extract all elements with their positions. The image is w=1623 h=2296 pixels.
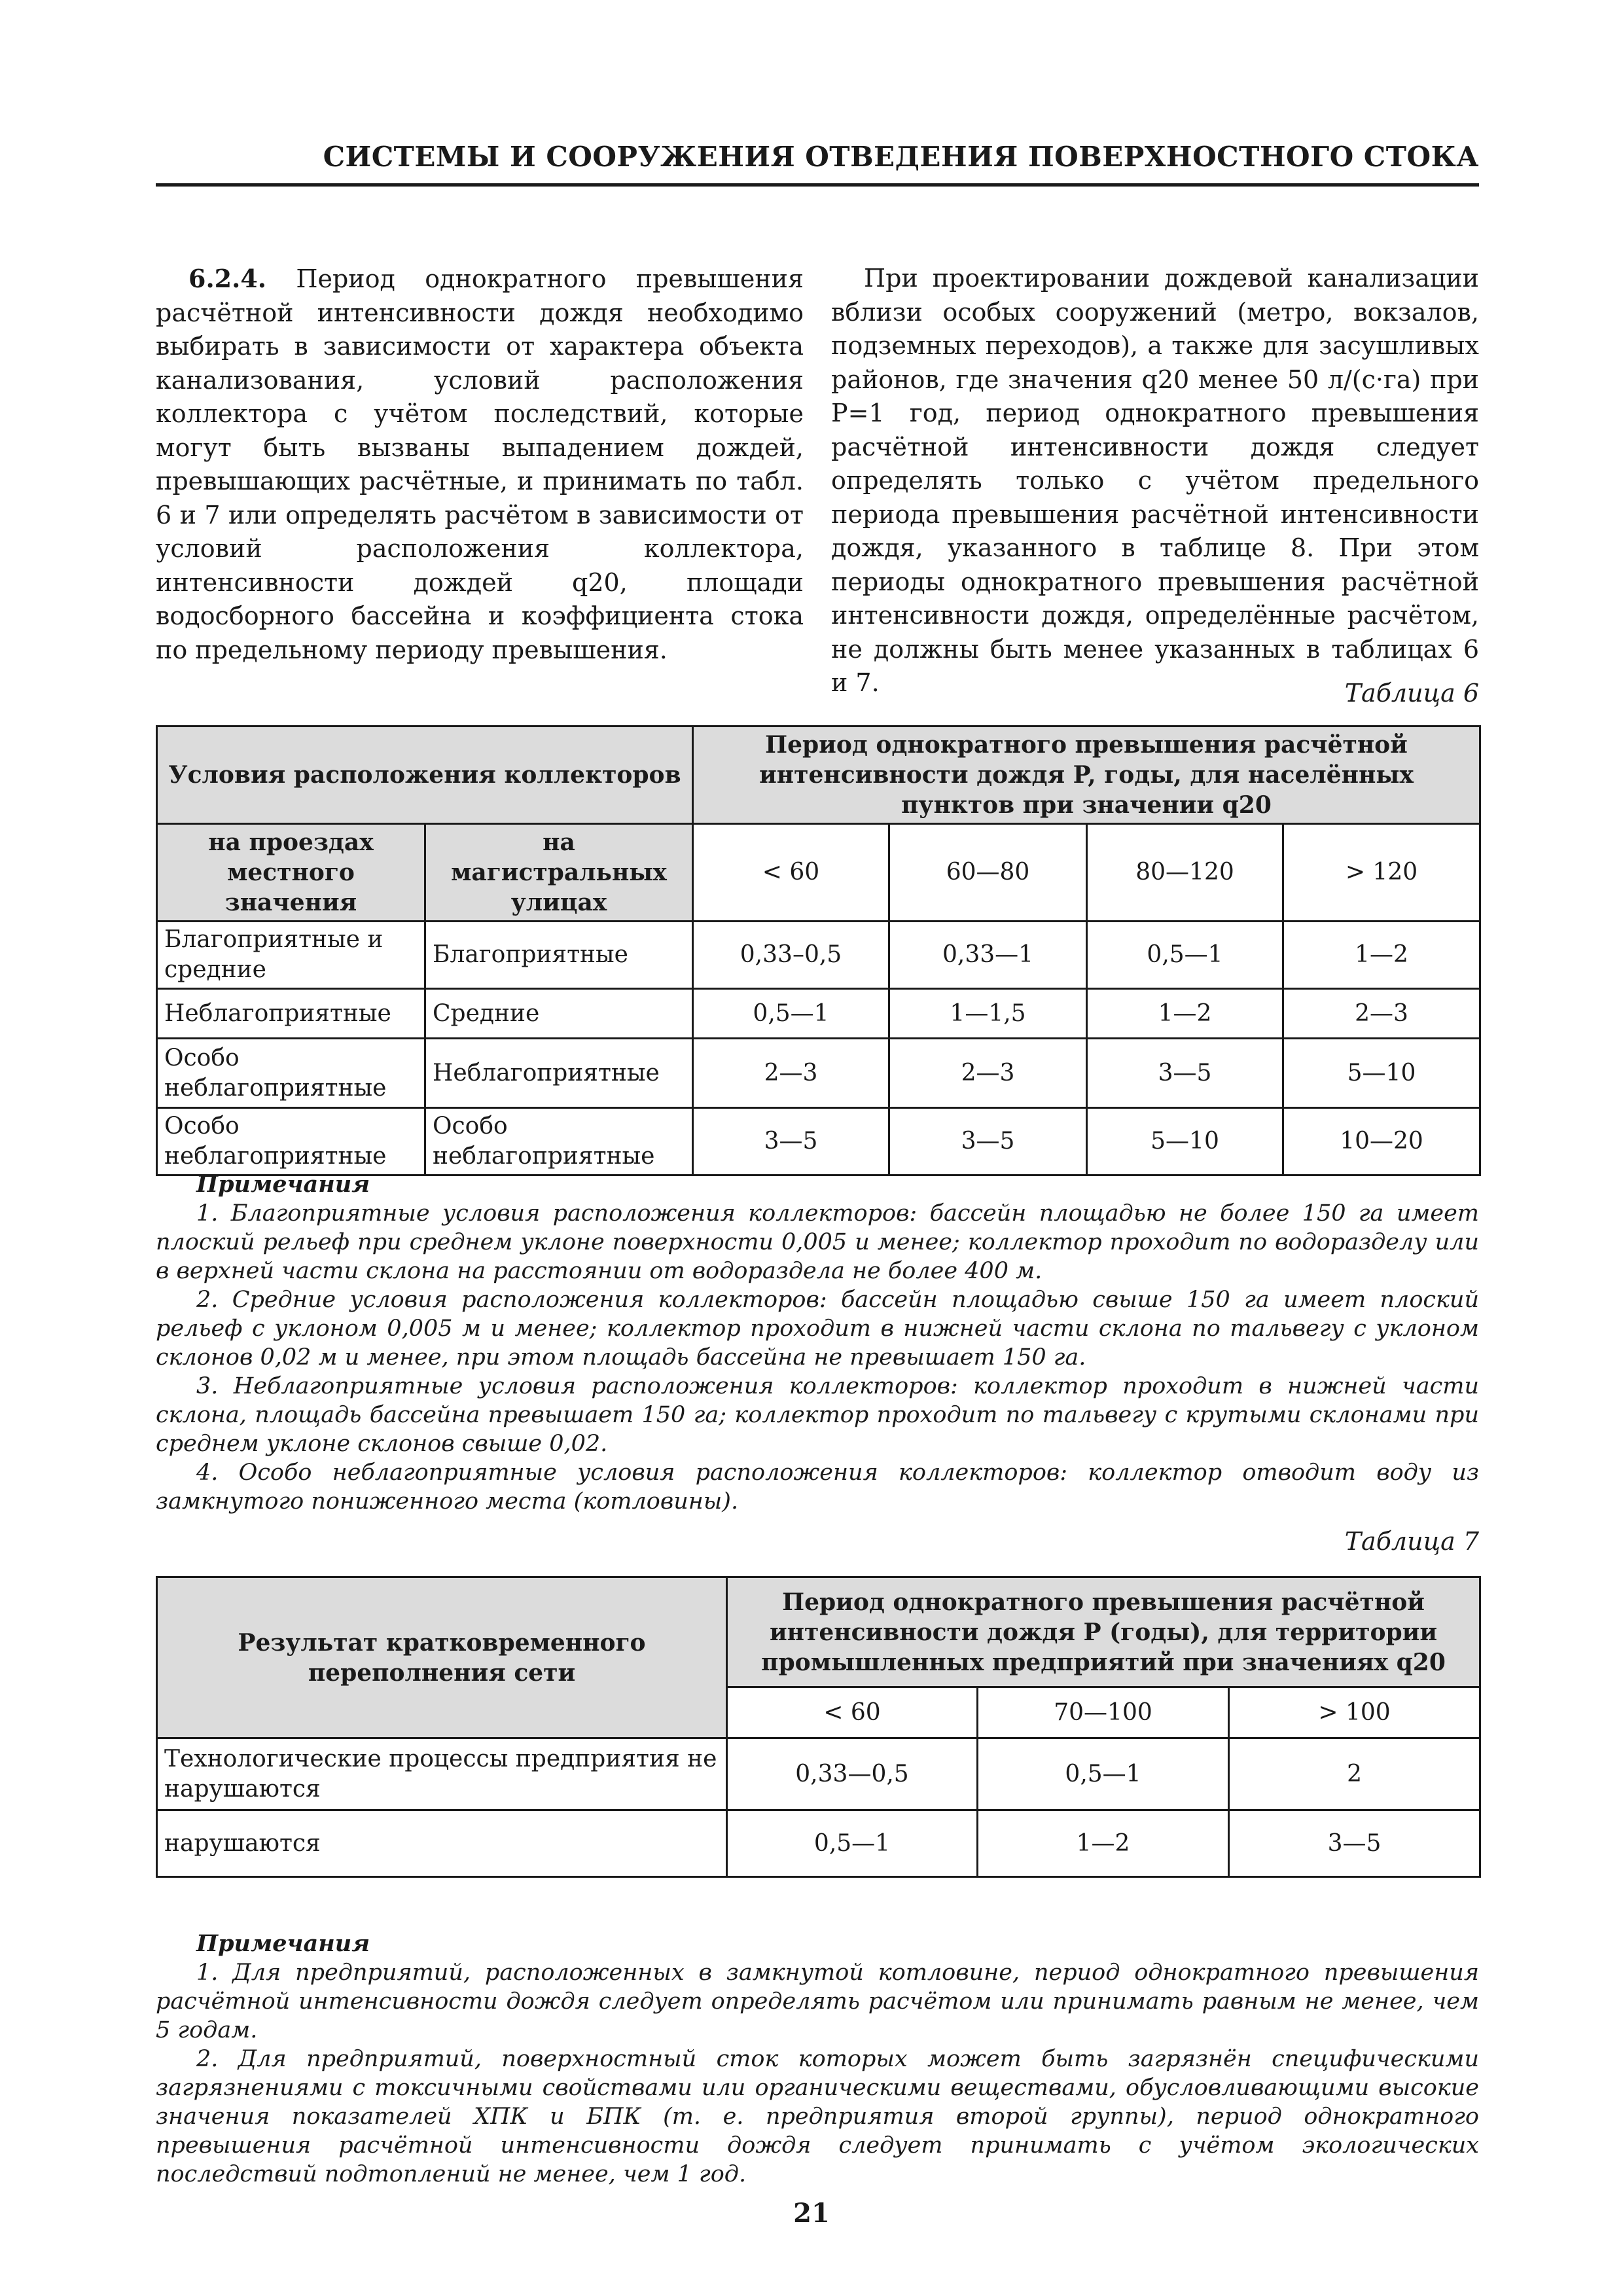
running-header: СИСТЕМЫ И СООРУЖЕНИЯ ОТВЕДЕНИЯ ПОВЕРХНОСТНОГО СТОКА xyxy=(323,141,1479,173)
table7 xyxy=(156,1576,1481,1878)
intro-paragraph-left xyxy=(156,262,804,667)
table6-head-right: Период однократного превышения расчётной интенсивности дождя P, годы, для населённых пунктов при значении q20 xyxy=(693,726,1480,824)
intro-paragraph-right: При проектировании дождевой канализации вблизи особых сооружений (метро, вокзалов, подземных переходов), а также для засушливых районов, где значения q20 менее 50 л/(с·га) при P=1 год, период однократного превышения расчётной интенсивности дождя следует определять только с учётом предельного периода превышения расчётной интенсивности дождя, указанного в таблице 8. При этом периоды однократного превышения расчётной интенсивности дождя, определённые расчётом, не должны быть менее указанных в таблицах 6 и 7. xyxy=(831,264,1479,697)
table-row xyxy=(157,1810,1480,1877)
table6-subhead: 80—120 xyxy=(1087,824,1283,922)
table-cell: Средние xyxy=(425,989,693,1039)
note-item: 3. Неблагоприятные условия расположения коллекторов: коллектор проходит в нижней части склона, площадь бассейна превышает 150 га; коллектор проходит по тальвегу с крутыми склонами при среднем уклоне склонов свыше 0,02. xyxy=(156,1373,1479,1457)
table7-subhead: < 60 xyxy=(727,1687,978,1738)
table-cell: Особо неблагоприятные xyxy=(157,1039,425,1108)
notes-title: Примечания xyxy=(196,1171,370,1198)
table-cell: 3—5 xyxy=(889,1108,1087,1175)
table-cell: 2 xyxy=(1229,1738,1480,1810)
page-number: 21 xyxy=(793,2198,830,2229)
table-cell: 3—5 xyxy=(1087,1039,1283,1108)
table-row xyxy=(157,1108,1480,1175)
table-cell: 0,5—1 xyxy=(693,989,889,1039)
table-cell: Неблагоприятные xyxy=(157,989,425,1039)
note-item: 2. Для предприятий, поверхностный сток которых может быть загрязнён специфическими загрязнениями с токсичными свойствами или органическими веществами, обусловливающими высокие значения показателей ХПК и БПК (т. е. предприятия второй группы), период однократного превышения расчётной интенсивности дождя следует принимать с учётом экологических последствий подтоплений не менее, чем 1 год. xyxy=(156,2046,1479,2187)
table-cell: Неблагоприятные xyxy=(425,1039,693,1108)
table7-head-right: Период однократного превышения расчётной интенсивности дождя P (годы), для территории промышленных предприятий при значениях q20 xyxy=(727,1577,1480,1687)
table-cell: Благоприятные xyxy=(425,922,693,989)
intro-right-column xyxy=(831,262,1479,700)
table-cell: 0,33–0,5 xyxy=(693,922,889,989)
note-item: 1. Благоприятные условия расположения коллекторов: бассейн площадью не более 150 га имеет плоский рельеф при среднем уклоне поверхности 0,005 и менее; коллектор проходит по водоразделу или в верхней части склона на расстоянии от водораздела не более 400 м. xyxy=(156,1200,1479,1284)
table-cell: 5—10 xyxy=(1283,1039,1480,1108)
table6-subhead: > 120 xyxy=(1283,824,1480,922)
table7-subhead: 70—100 xyxy=(978,1687,1229,1738)
table7-subhead: > 100 xyxy=(1229,1687,1480,1738)
table6-subhead: на магистральных улицах xyxy=(425,824,693,922)
table-cell: 2—3 xyxy=(889,1039,1087,1108)
table-row xyxy=(157,989,1480,1039)
table-cell: 0,5—1 xyxy=(978,1738,1229,1810)
table-cell: 5—10 xyxy=(1087,1108,1283,1175)
table-cell: 0,33—0,5 xyxy=(727,1738,978,1810)
table7-head-left: Результат кратковременного переполнения сети xyxy=(157,1577,727,1738)
table-cell: 0,33—1 xyxy=(889,922,1087,989)
table-cell: 3—5 xyxy=(693,1108,889,1175)
table7-notes xyxy=(156,1929,1479,2189)
table-cell: 10—20 xyxy=(1283,1108,1480,1175)
table6-notes xyxy=(156,1170,1479,1516)
table-cell: 3—5 xyxy=(1229,1810,1480,1877)
notes-title: Примечания xyxy=(196,1930,370,1957)
table-cell: 1—1,5 xyxy=(889,989,1087,1039)
table-row xyxy=(157,922,1480,989)
table-cell: 0,5—1 xyxy=(1087,922,1283,989)
intro-left-text: Период однократного превышения расчётной интенсивности дождя необходимо выбирать в зависимости от характера объекта канализования, условий расположения коллектора с учётом последствий, которые могут быть вызваны выпадением дождей, превышающих расчётные, и принимать по табл. 6 и 7 или определять расчётом в зависимости от условий расположения коллектора, интенсивности дождей q20, площади водосборного бассейна и коэффициента стока по предельному периоду превышения. xyxy=(156,264,804,664)
header-rule xyxy=(156,183,1479,187)
table-cell: Особо неблагоприятные xyxy=(157,1108,425,1175)
table-row xyxy=(157,1039,1480,1108)
table6-caption: Таблица 6 xyxy=(1344,679,1479,708)
table-cell: 2—3 xyxy=(693,1039,889,1108)
note-item: 1. Для предприятий, расположенных в замкнутой котловине, период однократного превышения расчётной интенсивности дождя следует определять расчётом или принимать равным не менее, чем 5 годам. xyxy=(156,1960,1479,2043)
table-cell: Технологические процессы предприятия не нарушаются xyxy=(157,1738,727,1810)
table6-subhead: 60—80 xyxy=(889,824,1087,922)
table6-subhead: < 60 xyxy=(693,824,889,922)
table-cell: 1—2 xyxy=(1087,989,1283,1039)
table6 xyxy=(156,725,1481,1176)
table6-subhead: на проездах местного значения xyxy=(157,824,425,922)
table6-head-left: Условия расположения коллекторов xyxy=(157,726,693,824)
table-cell: Благоприятные и средние xyxy=(157,922,425,989)
table-cell: 1—2 xyxy=(978,1810,1229,1877)
table-cell: 0,5—1 xyxy=(727,1810,978,1877)
table-cell: 2—3 xyxy=(1283,989,1480,1039)
table-cell: Особо неблагоприятные xyxy=(425,1108,693,1175)
table7-caption: Таблица 7 xyxy=(1344,1527,1479,1556)
section-number: 6.2.4. xyxy=(188,264,267,293)
note-item: 4. Особо неблагоприятные условия расположения коллекторов: коллектор отводит воду из замкнутого пониженного места (котловины). xyxy=(156,1460,1479,1515)
table-cell: 1—2 xyxy=(1283,922,1480,989)
note-item: 2. Средние условия расположения коллекторов: бассейн площадью свыше 150 га имеет плоский рельеф с уклоном 0,005 м и менее; коллектор проходит в нижней части склона по тальвегу с уклоном склонов 0,02 м и менее, при этом площадь бассейна не превышает 150 га. xyxy=(156,1287,1479,1371)
intro-left-column xyxy=(156,262,804,667)
table-row xyxy=(157,1738,1480,1810)
table-cell: нарушаются xyxy=(157,1810,727,1877)
